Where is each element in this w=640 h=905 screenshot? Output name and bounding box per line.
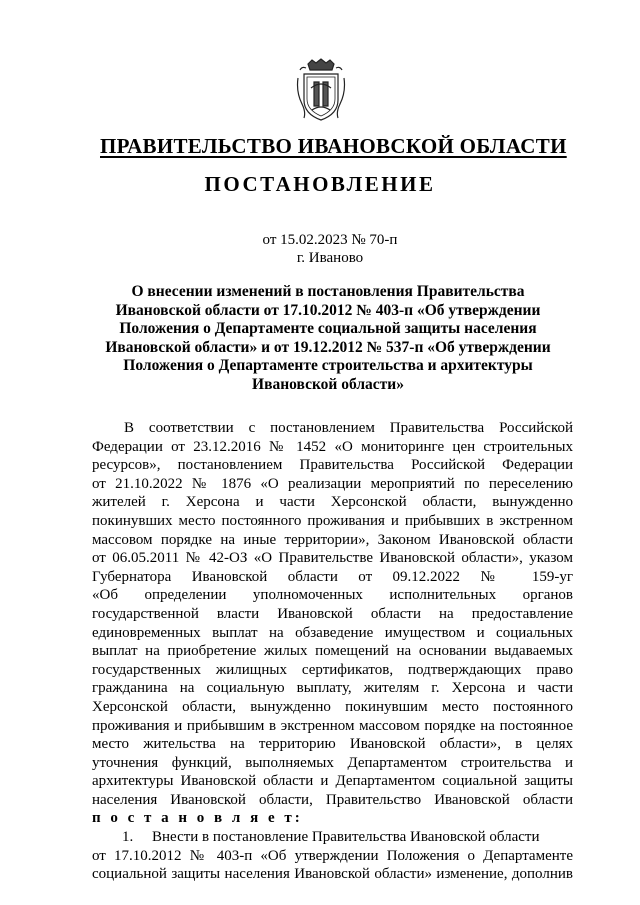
preamble-line: В соответствии с постановлением Правительства Российской	[124, 420, 573, 436]
preamble-line: проживания и прибывшим в экстренном массовом порядке на постоянное	[92, 717, 573, 734]
item-line: социальной защиты населения Ивановской области» изменение, дополнив	[92, 866, 573, 883]
preamble-line: выплат на приобретение жилых помещений на основании выдаваемых	[92, 643, 573, 660]
title-line: О внесении изменений в постановления Правительства	[131, 283, 525, 300]
document-title	[88, 283, 568, 395]
preamble-line: государственной власти Ивановской области на предоставление	[92, 605, 573, 622]
city: г. Иваново	[296, 250, 364, 266]
preamble-line: ресурсов», постановлением Правительства Российской Федерации	[92, 457, 573, 474]
government-name: ПРАВИТЕЛЬСТВО ИВАНОВСКОЙ ОБЛАСТИ	[100, 134, 567, 158]
preamble-line: от 06.05.2011 № 42-ОЗ «О Правительстве Ивановской области», указом	[92, 550, 573, 567]
preamble-line: Федерации от 23.12.2016 № 1452 «О мониторинге цен строительных	[92, 438, 573, 455]
title-line: Положения о Департаменте социальной защиты населения	[119, 320, 537, 338]
preamble-line: архитектуры Ивановской области и Департаментом социальной защиты	[92, 773, 573, 790]
preamble-line: место жительства на территорию Ивановской области», в целях	[92, 736, 573, 753]
preamble-line: жителей г. Херсона и части Херсонской области, вынужденно	[92, 494, 573, 511]
preamble-line: гражданина на социальную выплату, жителям г. Херсона и части	[92, 680, 573, 697]
coat-of-arms-emblem	[296, 58, 346, 124]
preamble-line: государственных жилищных сертификатов, подтверждающих право	[92, 661, 573, 678]
preamble-line: от 21.10.2022 № 1876 «О реализации мероприятий по переселению	[92, 475, 573, 492]
preamble-line: Херсонской области, вынужденно покинувшим место постоянного	[92, 698, 573, 715]
preamble-line: населения Ивановской области, Правительство Ивановской области	[92, 791, 573, 808]
title-line: Ивановской области»	[252, 375, 404, 393]
title-line: Ивановской области от 17.10.2012 № 403-п «Об утверждении	[115, 301, 541, 319]
preamble-line: покинувших место постоянного проживания и прибывших в экстренном	[92, 512, 573, 529]
preamble-line: единовременных выплат на обзаведение имуществом и социальных	[92, 624, 573, 641]
item-line: от 17.10.2012 № 403-п «Об утверждении Положения о Департаменте	[92, 847, 573, 864]
preamble-line: Губернатора Ивановской области от 09.12.2022 № 159-уг	[92, 568, 573, 585]
document-body	[92, 419, 573, 884]
document-type: ПОСТАНОВЛЕНИЕ	[204, 172, 436, 196]
preamble-line: массовом порядке на иные территории», Законом Ивановской области	[92, 531, 573, 548]
item-1-first-line	[92, 828, 573, 847]
title-line: Положения о Департаменте строительства и архитектуры	[123, 357, 533, 375]
item-number: 1.	[122, 829, 134, 846]
item-text: Внести в постановление Правительства Ивановской области	[152, 829, 540, 846]
date-and-number: от 15.02.2023 № 70-п	[262, 232, 398, 248]
title-line: Ивановской области» и от 19.12.2012 № 537-п «Об утверждении	[105, 338, 551, 356]
preamble-line: «Об определении уполномоченных исполнительных органов	[92, 587, 573, 604]
resolve-word: п о с т а н о в л я е т:	[92, 810, 303, 827]
preamble-line: уточнения функций, выполняемых Департаментом строительства и	[92, 754, 573, 771]
